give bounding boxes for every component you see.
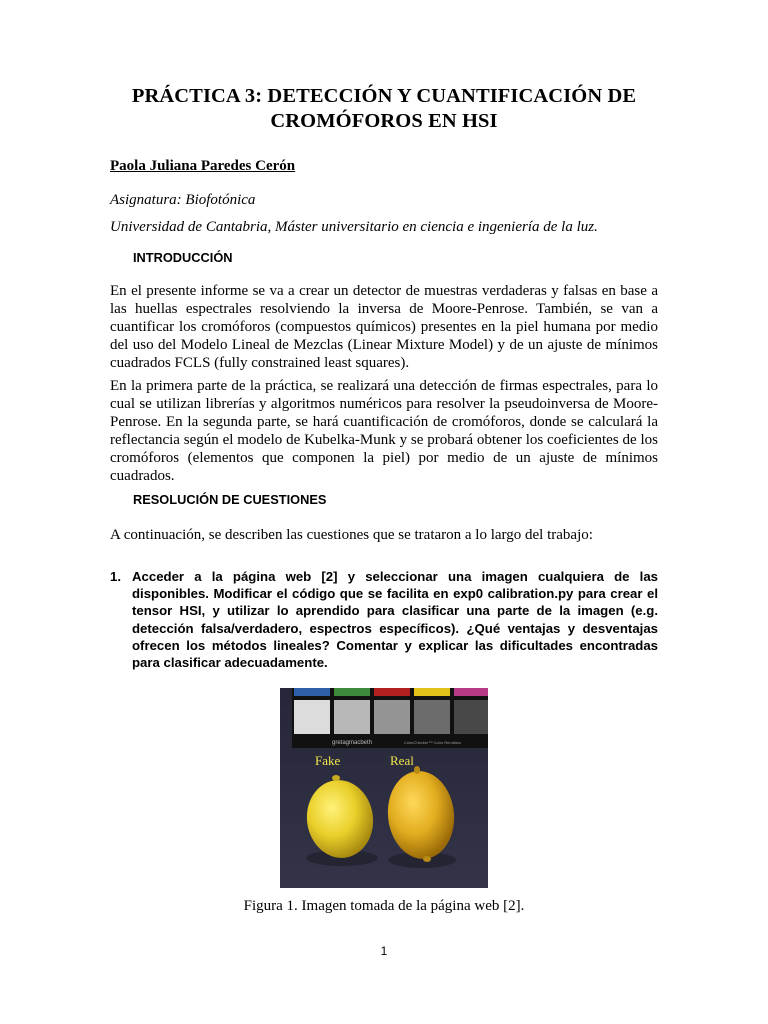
intro-paragraph-1: En el presente informe se va a crear un detector de muestras verdaderas y falsas en base a las huellas espectrales resolviendo la inversa de Moore-Penrose. También, se van a cuantificar los cromóforos (compuestos químicos) presentes en la piel humana por medio del uso del Modelo Lineal de Mezclas (Linear Mixture Model) y de un ajuste de mínimos cuadrados FCLS (fully constrained least squares).: [110, 283, 658, 372]
patch-magenta: [454, 688, 488, 696]
patch-yellow: [414, 688, 450, 696]
patch-gray-4: [414, 700, 450, 734]
question-number: 1.: [110, 569, 121, 584]
label-fake: Fake: [315, 753, 341, 768]
checker-name-text: ColorChecker™ Color Rendition: [404, 740, 462, 745]
document-title: PRÁCTICA 3: DETECCIÓN Y CUANTIFICACIÓN DE CROMÓFOROS EN HSI: [131, 85, 637, 132]
patch-gray-2: [334, 700, 370, 734]
patch-gray-5: [454, 700, 488, 734]
lemons-photo: [280, 688, 488, 888]
question-text: Acceder a la página web [2] y seleccionar una imagen cualquiera de las disponibles. Modificar el código que se facilita en exp0 calibration.py para crear el tensor HSI, y utilizar lo aprendido para clasificar una parte de la imagen (e.g. detección falsa/verdadero, espectros específicos). ¿Qué ventajas y desventajas ofrecen los métodos lineales? Comentar y explicar las dificultades encontradas para clasificar adecuadamente.: [132, 569, 658, 671]
patch-green: [334, 688, 370, 696]
intro-paragraph-2: En la primera parte de la práctica, se realizará una detección de firmas espectrales, para lo cual se utilizan librerías y algoritmos numéricos para resolver la pseudoinversa de Moore-Penrose. En la segunda parte, se hará cuantificación de cromóforos, donde se calculará la reflectancia según el modelo de Kubelka-Munk y se probará obtener los coeficientes de los cromóforos (elementos que componen la piel) por medio de un ajuste de mínimos cuadrados.: [110, 378, 658, 485]
university-line: Universidad de Cantabria, Máster universitario en ciencia e ingeniería de la luz.: [110, 219, 598, 235]
subject-line: Asignatura: Biofotónica: [110, 192, 256, 208]
label-real: Real: [390, 753, 414, 768]
author-name: Paola Juliana Paredes Cerón: [110, 158, 296, 174]
patch-gray-3: [374, 700, 410, 734]
resolucion-paragraph: A continuación, se describen las cuestiones que se trataron a lo largo del trabajo:: [110, 527, 593, 543]
page-number: 1: [380, 944, 388, 958]
patch-blue: [294, 688, 330, 696]
checker-brand-text: gretagmacbeth: [332, 740, 373, 746]
question-1: [110, 568, 658, 671]
figure-lemons-image: [280, 688, 488, 888]
figure-caption: Figura 1. Imagen tomada de la página web [2].: [243, 898, 525, 914]
patch-red: [374, 688, 410, 696]
section-heading-resolucion: RESOLUCIÓN DE CUESTIONES: [133, 492, 327, 507]
patch-gray-1: [294, 700, 330, 734]
section-heading-introduccion: INTRODUCCIÓN: [133, 250, 233, 265]
